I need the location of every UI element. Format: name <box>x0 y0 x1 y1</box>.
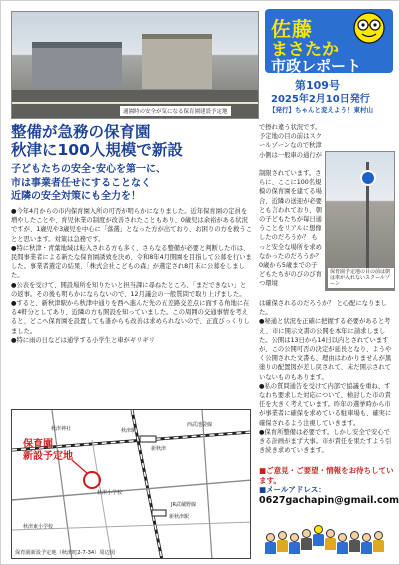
paragraph: ●私の質問通告を受けて内部で協議を重ね、すなわち要求した対応について、検討した市の責任を大きく考えています。昨年の選挙時から市が事業者に確保を求めている駐車場も、確実に確保されるよう注視していきます。 <box>259 382 392 427</box>
headline <box>11 123 251 159</box>
site-label-line-1: 保育園 <box>23 439 53 450</box>
article-body-right-lower <box>259 299 393 455</box>
masthead-name-block <box>265 9 393 73</box>
subheadline-line-1: 子どもたちの安全･安心を第一に、 <box>11 164 166 175</box>
author-surname: 佐藤 <box>271 17 313 41</box>
paragraph: ●すると、新秋津駅から秋津中通りを西へ進んだ先の五差路交差点に面する角地に在る4軒分としてあり、近隣の方も開設を知っていました。この周囲の交通事情を考えると、どこへ保育園を設置しても誰からも改善は求められないので、正直びっくりしました。 <box>11 300 250 335</box>
article-body-left <box>11 207 252 345</box>
paragraph: ●保育所整備は必要です。しかし安全で安心できる計画がまず大事。市が責任を果たすよう引き続き求めていきます。 <box>259 428 392 455</box>
contact-invite: ■ご意見・ご要望・情報をお待ちしています。 <box>259 466 394 485</box>
person-icon <box>337 533 348 555</box>
paragraph: ●公表を受けて、開設場所を知りたいと担当課に尋ねたところ、「まだできない」との返事。その後も明らかにならないので、12月議会の一般質問で取り上げました。 <box>11 281 247 298</box>
contact-box <box>259 466 400 507</box>
issue-number: 第109号 <box>295 79 340 92</box>
photo-building-left <box>32 42 122 87</box>
site-label-line-2: 新設予定地 <box>23 451 73 462</box>
paragraph: ●特に秋津・青葉地域は転入される方も多く、さらなる整備が必要と判断した市は、民間事業者による新たな保育園誘致を決め、令和8年4月開園を目指して公募を行いました。事業者選定の結果、「株式会社こどもの森」が選定され8月末に公募をしました。 <box>11 244 252 280</box>
site-marker-label <box>23 439 73 463</box>
person-icon <box>313 525 324 547</box>
newsletter-title: 市政レポート <box>271 57 362 75</box>
masthead <box>265 9 393 117</box>
paragraph: 予定地の目の前はスクールゾーンなので秋津小側は一般車の通行が <box>259 133 322 159</box>
map-label-shin-akitsu: 新秋津 <box>151 446 167 452</box>
paragraph: ●秘通と状況を正確に把握する必要があると考え、市に開示文書の公開を本年に請求しました。公開は13日から14日以内とされていますが、この公開可否の決定が延長となり、ようやく公開された文書も、理由はわかりませんが黒塗りの配置図が差し戻されて、未だ開示されていないものもあります。 <box>259 318 392 381</box>
issue-date: 2025年2月10日発行 <box>271 94 370 105</box>
map-label-akitsu-station: 秋津駅 <box>121 428 137 434</box>
person-icon <box>289 533 300 555</box>
author-given-name: まさたか <box>271 40 339 60</box>
person-icon <box>265 533 276 555</box>
person-icon <box>277 531 288 553</box>
subheadline-line-3: 近隣の安全対策にも全力を！ <box>11 191 141 202</box>
map-label-shrine: 秋津神社 <box>51 426 72 432</box>
paragraph: は確保されるのだろうか？ と心配になりました。 <box>259 300 387 317</box>
person-icon <box>361 533 372 555</box>
construction-site-photo <box>11 11 259 119</box>
map-label-jr-line: JR武蔵野線 <box>171 502 196 508</box>
publisher-slogan: 【発行】ちゃんと変えよう！東村山 <box>269 106 373 114</box>
supporters-illustration <box>263 513 393 557</box>
email-label: ■メールアドレス： <box>259 485 326 494</box>
email-address[interactable]: 0627gachapin@gmail.com <box>259 494 400 506</box>
map-label-east-school: 秋津東小学校 <box>23 524 54 530</box>
photo-caption: 通園時の安全が気になる保育園建設予定地 <box>120 106 231 116</box>
mascot-icon <box>347 11 391 45</box>
headline-line-2: 秋津に100人規模で新設 <box>11 141 183 159</box>
school-zone-sign-icon <box>360 170 376 186</box>
map-label-akitsu-school: 秋津小学校 <box>97 490 123 496</box>
school-zone-photo <box>325 151 395 291</box>
person-icon <box>325 529 336 551</box>
headline-line-1: 整備が急務の保育園 <box>11 123 151 141</box>
photo-road-line <box>12 102 259 104</box>
map-label-shin-akitsu-station: 新秋津駅 <box>169 514 190 520</box>
map-label-seibu-line: 西武池袋線 <box>187 422 213 428</box>
paragraph: ●特に雨の日などは通学する小学生と車がギリギリ <box>11 336 156 344</box>
paragraph: ●今年4月からの市内保育園入所の可否が明らかになりました。近年保育園の定員を増やしたことや、育児休業の制度が改善されたこともあり、0歳児は余裕がある状況ですが、1歳児や3歳児を中心に「落選」となった方が出ており、お困りの方を救うことと思います。対策は急務です。 <box>11 208 252 243</box>
subheadline <box>11 163 251 204</box>
photo-building-right <box>142 34 212 89</box>
right-narrow-text: 制限されています。さらに、ここに100名規模の保育園を建てる場合、近隣の送迎が必要とも言われており、朝の子どもたちが毎日通うことをリアルに想像したのだろうか？ もっと安全な場所を求めなかったのだろうか？ 0歳から5歳までの子どもたちがのびのび育つ環境 <box>259 170 322 288</box>
photo-caption: 保育園予定地の目の前は朝は車が入れないスクールゾーン <box>328 268 394 288</box>
paragraph: で擦れ違う状況です。 <box>259 124 322 131</box>
map-caption: 保育園新設予定地（秋津町2-7-34）周辺図 <box>15 550 115 556</box>
person-icon <box>301 529 312 551</box>
subheadline-line-2: 市は事業者任せにすることなく <box>11 177 151 189</box>
person-icon <box>373 531 384 553</box>
person-icon <box>349 531 360 553</box>
